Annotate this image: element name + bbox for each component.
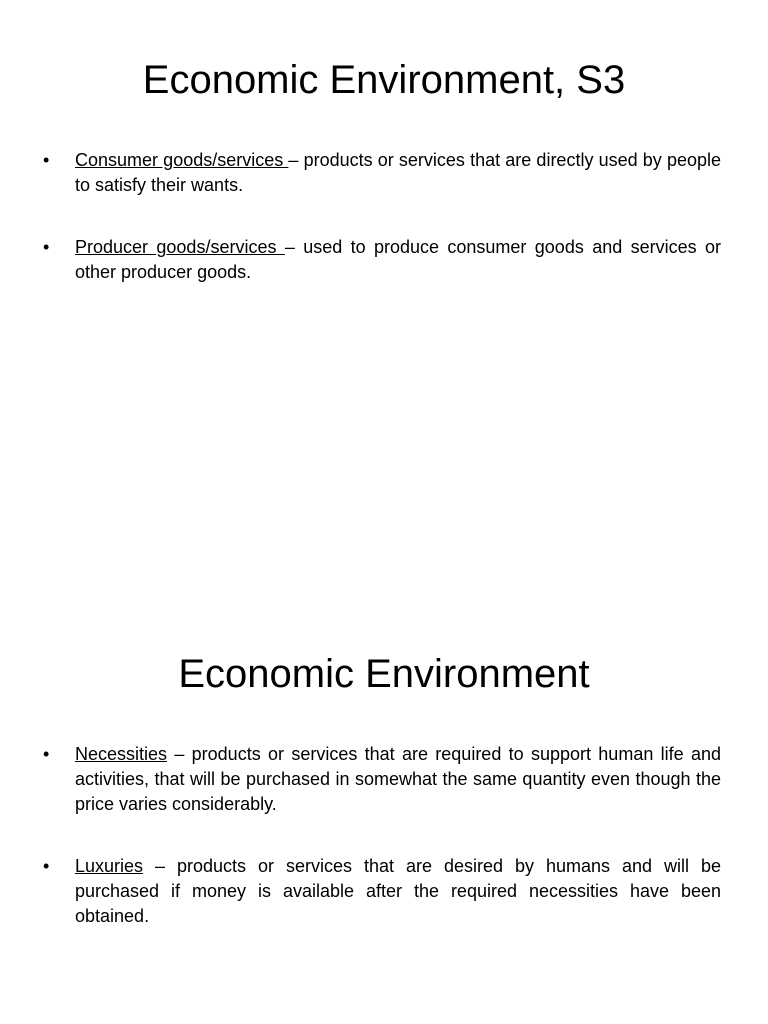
bullet-marker: • [43, 744, 50, 764]
bullet-list [0, 148, 768, 322]
definition-luxuries: – products or services that are desired by humans and will be purchased if money is available after the required necessities have been obtained. [75, 856, 721, 926]
definition-producer-goods: – used to produce consumer goods and services or other producer goods. [75, 237, 721, 282]
slide-title: Economic Environment, S3 [142, 58, 626, 102]
term-luxuries: Luxuries [75, 856, 144, 876]
term-consumer-goods: Consumer goods/services [75, 150, 289, 170]
slide-necessities-luxuries [0, 512, 768, 1024]
bullet-marker: • [43, 237, 50, 257]
bullet-list [0, 742, 768, 966]
bullet-marker: • [43, 856, 50, 876]
definition-consumer-goods: – products or services that are directly used by people to satisfy their wants. [75, 150, 722, 195]
term-producer-goods: Producer goods/services [75, 237, 285, 257]
definition-necessities: – products or services that are required to support human life and activities, that will be purchased in somewhat the same quantity even though the price varies considerably. [75, 744, 721, 814]
slide-title: Economic Environment [178, 652, 590, 696]
bullet-marker: • [43, 150, 50, 170]
bullet-consumer-goods [0, 148, 768, 198]
bullet-producer-goods [0, 235, 768, 285]
bullet-necessities [0, 742, 768, 817]
bullet-luxuries [0, 854, 768, 929]
term-necessities: Necessities [75, 744, 168, 764]
